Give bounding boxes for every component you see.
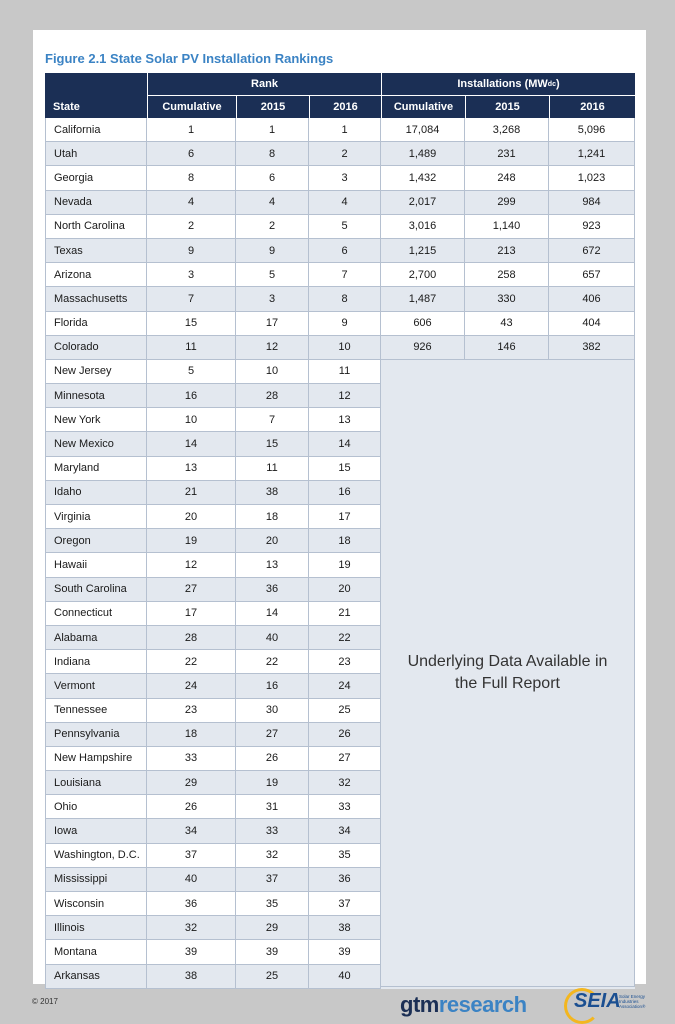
cell-rank-2015: 11: [236, 457, 309, 481]
cell-rank-2016: 14: [309, 432, 381, 456]
cell-rank-cumulative: 17: [147, 602, 236, 626]
cell-state: Massachusetts: [45, 287, 147, 311]
table-row: [45, 312, 635, 336]
cell-rank-2016: 38: [309, 916, 381, 940]
cell-inst-2015: 258: [465, 263, 549, 287]
cell-rank-2016: 18: [309, 529, 381, 553]
cell-rank-2016: 13: [309, 408, 381, 432]
cell-rank-cumulative: 4: [147, 191, 236, 215]
cell-rank-2016: 27: [309, 747, 381, 771]
cell-rank-cumulative: 3: [147, 263, 236, 287]
cell-rank-cumulative: 14: [147, 432, 236, 456]
cell-inst-cumulative: 1,215: [381, 239, 465, 263]
data-unavailable-panel: [381, 360, 635, 987]
cell-rank-2015: 27: [236, 723, 309, 747]
cell-rank-cumulative: 34: [147, 819, 236, 843]
cell-rank-2016: 9: [309, 312, 381, 336]
cell-inst-2015: 231: [465, 142, 549, 166]
cell-inst-2015: 146: [465, 336, 549, 360]
cell-rank-cumulative: 37: [147, 844, 236, 868]
cell-rank-2015: 9: [236, 239, 309, 263]
cell-rank-cumulative: 11: [147, 336, 236, 360]
copyright: © 2017: [32, 997, 58, 1006]
cell-state: Arkansas: [45, 965, 147, 989]
cell-rank-2015: 26: [236, 747, 309, 771]
cell-rank-cumulative: 39: [147, 940, 236, 964]
gtm-research-logo: [400, 992, 527, 1018]
rankings-table: [45, 73, 635, 989]
cell-inst-2016: 382: [549, 336, 635, 360]
cell-state: Ohio: [45, 795, 147, 819]
cell-state: Arizona: [45, 263, 147, 287]
cell-state: South Carolina: [45, 578, 147, 602]
table-row: [45, 191, 635, 215]
cell-state: Utah: [45, 142, 147, 166]
cell-rank-2016: 34: [309, 819, 381, 843]
cell-rank-2015: 10: [236, 360, 309, 384]
cell-rank-cumulative: 10: [147, 408, 236, 432]
cell-rank-2016: 20: [309, 578, 381, 602]
cell-state: Virginia: [45, 505, 147, 529]
cell-inst-cumulative: 1,489: [381, 142, 465, 166]
cell-inst-2016: 672: [549, 239, 635, 263]
cell-inst-cumulative: 926: [381, 336, 465, 360]
table-row: [45, 215, 635, 239]
cell-rank-2016: 32: [309, 771, 381, 795]
table-row: [45, 118, 635, 142]
cell-rank-2016: 25: [309, 699, 381, 723]
cell-state: Oregon: [45, 529, 147, 553]
table-header: [45, 73, 635, 118]
cell-inst-cumulative: 17,084: [381, 118, 465, 142]
cell-rank-2016: 40: [309, 965, 381, 989]
cell-rank-cumulative: 23: [147, 699, 236, 723]
cell-state: Mississippi: [45, 868, 147, 892]
cell-inst-2016: 404: [549, 312, 635, 336]
cell-state: Louisiana: [45, 771, 147, 795]
cell-rank-2015: 37: [236, 868, 309, 892]
cell-state: Vermont: [45, 674, 147, 698]
cell-state: Florida: [45, 312, 147, 336]
table-row: [45, 239, 635, 263]
cell-state: Tennessee: [45, 699, 147, 723]
cell-state: New Mexico: [45, 432, 147, 456]
cell-rank-cumulative: 21: [147, 481, 236, 505]
cell-inst-2016: 5,096: [549, 118, 635, 142]
col-header-inst-2016: 2016: [549, 96, 635, 118]
cell-inst-2016: 984: [549, 191, 635, 215]
installations-group-header: [381, 73, 635, 96]
cell-state: New Jersey: [45, 360, 147, 384]
seia-mark: SEIA: [574, 990, 621, 1012]
seia-logo: [566, 988, 656, 1020]
cell-rank-2016: 16: [309, 481, 381, 505]
cell-rank-2015: 3: [236, 287, 309, 311]
cell-state: Wisconsin: [45, 892, 147, 916]
report-page: [33, 30, 646, 984]
cell-rank-cumulative: 8: [147, 166, 236, 190]
cell-rank-2016: 23: [309, 650, 381, 674]
cell-rank-2015: 1: [236, 118, 309, 142]
cell-rank-cumulative: 29: [147, 771, 236, 795]
cell-rank-2015: 29: [236, 916, 309, 940]
seia-tagline: Solar Energy Industries Association®: [619, 994, 646, 1009]
cell-rank-2016: 21: [309, 602, 381, 626]
cell-rank-2015: 38: [236, 481, 309, 505]
cell-rank-2015: 30: [236, 699, 309, 723]
cell-inst-cumulative: 3,016: [381, 215, 465, 239]
cell-rank-cumulative: 20: [147, 505, 236, 529]
cell-rank-cumulative: 13: [147, 457, 236, 481]
cell-inst-cumulative: 1,487: [381, 287, 465, 311]
cell-state: Illinois: [45, 916, 147, 940]
table-row: [45, 287, 635, 311]
cell-inst-2015: 248: [465, 166, 549, 190]
cell-rank-2015: 33: [236, 819, 309, 843]
installations-close: ): [555, 78, 560, 90]
cell-rank-cumulative: 22: [147, 650, 236, 674]
cell-rank-cumulative: 16: [147, 384, 236, 408]
cell-rank-2015: 6: [236, 166, 309, 190]
cell-rank-2016: 4: [309, 191, 381, 215]
cell-rank-2016: 24: [309, 674, 381, 698]
cell-rank-cumulative: 9: [147, 239, 236, 263]
cell-rank-cumulative: 26: [147, 795, 236, 819]
cell-rank-cumulative: 15: [147, 312, 236, 336]
cell-rank-2015: 32: [236, 844, 309, 868]
cell-state: Connecticut: [45, 602, 147, 626]
cell-rank-cumulative: 38: [147, 965, 236, 989]
cell-inst-2015: 3,268: [465, 118, 549, 142]
table-row: [45, 166, 635, 190]
cell-state: Montana: [45, 940, 147, 964]
cell-rank-2015: 20: [236, 529, 309, 553]
cell-rank-2016: 8: [309, 287, 381, 311]
rank-group-header: Rank: [147, 73, 381, 96]
cell-rank-2015: 2: [236, 215, 309, 239]
cell-rank-2016: 12: [309, 384, 381, 408]
cell-state: Alabama: [45, 626, 147, 650]
cell-rank-2015: 40: [236, 626, 309, 650]
cell-state: North Carolina: [45, 215, 147, 239]
table-row: [45, 336, 635, 360]
cell-inst-2015: 213: [465, 239, 549, 263]
cell-state: Minnesota: [45, 384, 147, 408]
cell-inst-2016: 406: [549, 287, 635, 311]
cell-rank-2016: 22: [309, 626, 381, 650]
cell-rank-2016: 33: [309, 795, 381, 819]
cell-rank-2016: 1: [309, 118, 381, 142]
gtm-logo-part1: gtm: [400, 992, 439, 1017]
cell-rank-2016: 3: [309, 166, 381, 190]
cell-rank-2015: 18: [236, 505, 309, 529]
cell-rank-2016: 11: [309, 360, 381, 384]
cell-state: Iowa: [45, 819, 147, 843]
cell-rank-2016: 35: [309, 844, 381, 868]
installations-sub: dc: [547, 80, 556, 88]
data-unavailable-note: Underlying Data Available in the Full Report: [407, 653, 608, 692]
gtm-logo-part2: research: [438, 992, 527, 1017]
cell-rank-2015: 7: [236, 408, 309, 432]
cell-state: Washington, D.C.: [45, 844, 147, 868]
col-header-state: State: [53, 101, 80, 113]
cell-rank-cumulative: 2: [147, 215, 236, 239]
cell-rank-2015: 16: [236, 674, 309, 698]
figure-title: Figure 2.1 State Solar PV Installation Rankings: [45, 51, 334, 66]
cell-rank-2015: 36: [236, 578, 309, 602]
cell-inst-2016: 657: [549, 263, 635, 287]
cell-rank-2015: 35: [236, 892, 309, 916]
cell-state: Pennsylvania: [45, 723, 147, 747]
cell-rank-2015: 39: [236, 940, 309, 964]
cell-rank-2016: 26: [309, 723, 381, 747]
cell-inst-2015: 299: [465, 191, 549, 215]
cell-rank-cumulative: 27: [147, 578, 236, 602]
cell-rank-2015: 8: [236, 142, 309, 166]
cell-state: Indiana: [45, 650, 147, 674]
cell-state: Nevada: [45, 191, 147, 215]
cell-rank-2016: 2: [309, 142, 381, 166]
cell-rank-2015: 13: [236, 553, 309, 577]
cell-inst-cumulative: 606: [381, 312, 465, 336]
cell-rank-2016: 39: [309, 940, 381, 964]
cell-rank-cumulative: 1: [147, 118, 236, 142]
cell-rank-2016: 5: [309, 215, 381, 239]
cell-rank-2015: 22: [236, 650, 309, 674]
cell-rank-2015: 25: [236, 965, 309, 989]
col-header-rank-2015: 2015: [236, 96, 309, 118]
table-row: [45, 263, 635, 287]
col-header-inst-2015: 2015: [465, 96, 549, 118]
cell-rank-cumulative: 24: [147, 674, 236, 698]
cell-rank-2016: 19: [309, 553, 381, 577]
cell-rank-2015: 5: [236, 263, 309, 287]
col-header-inst-cumulative: Cumulative: [381, 96, 465, 118]
cell-rank-2016: 7: [309, 263, 381, 287]
cell-inst-cumulative: 1,432: [381, 166, 465, 190]
col-header-rank-cumulative: Cumulative: [147, 96, 236, 118]
cell-rank-2015: 15: [236, 432, 309, 456]
cell-rank-2016: 6: [309, 239, 381, 263]
cell-rank-cumulative: 28: [147, 626, 236, 650]
col-header-rank-2016: 2016: [309, 96, 381, 118]
cell-inst-cumulative: 2,700: [381, 263, 465, 287]
cell-rank-2015: 12: [236, 336, 309, 360]
cell-state: Georgia: [45, 166, 147, 190]
cell-inst-2015: 43: [465, 312, 549, 336]
cell-inst-cumulative: 2,017: [381, 191, 465, 215]
cell-state: Hawaii: [45, 553, 147, 577]
cell-rank-cumulative: 18: [147, 723, 236, 747]
cell-state: New Hampshire: [45, 747, 147, 771]
cell-rank-2015: 4: [236, 191, 309, 215]
cell-rank-2016: 15: [309, 457, 381, 481]
table-body: [45, 118, 635, 989]
cell-rank-cumulative: 12: [147, 553, 236, 577]
cell-state: Colorado: [45, 336, 147, 360]
cell-rank-2016: 36: [309, 868, 381, 892]
cell-rank-cumulative: 36: [147, 892, 236, 916]
cell-rank-2015: 31: [236, 795, 309, 819]
cell-state: Idaho: [45, 481, 147, 505]
cell-state: Texas: [45, 239, 147, 263]
cell-rank-2016: 10: [309, 336, 381, 360]
cell-inst-2016: 1,241: [549, 142, 635, 166]
cell-rank-cumulative: 33: [147, 747, 236, 771]
cell-inst-2016: 1,023: [549, 166, 635, 190]
cell-rank-2016: 17: [309, 505, 381, 529]
cell-rank-2016: 37: [309, 892, 381, 916]
cell-rank-2015: 17: [236, 312, 309, 336]
cell-rank-cumulative: 5: [147, 360, 236, 384]
cell-rank-2015: 19: [236, 771, 309, 795]
cell-rank-2015: 14: [236, 602, 309, 626]
cell-rank-cumulative: 19: [147, 529, 236, 553]
cell-inst-2015: 330: [465, 287, 549, 311]
cell-inst-2016: 923: [549, 215, 635, 239]
cell-state: California: [45, 118, 147, 142]
cell-rank-2015: 28: [236, 384, 309, 408]
table-row: [45, 142, 635, 166]
cell-state: New York: [45, 408, 147, 432]
cell-rank-cumulative: 40: [147, 868, 236, 892]
cell-state: Maryland: [45, 457, 147, 481]
cell-rank-cumulative: 7: [147, 287, 236, 311]
cell-rank-cumulative: 32: [147, 916, 236, 940]
cell-inst-2015: 1,140: [465, 215, 549, 239]
cell-rank-cumulative: 6: [147, 142, 236, 166]
installations-label: Installations (MW: [457, 78, 548, 90]
